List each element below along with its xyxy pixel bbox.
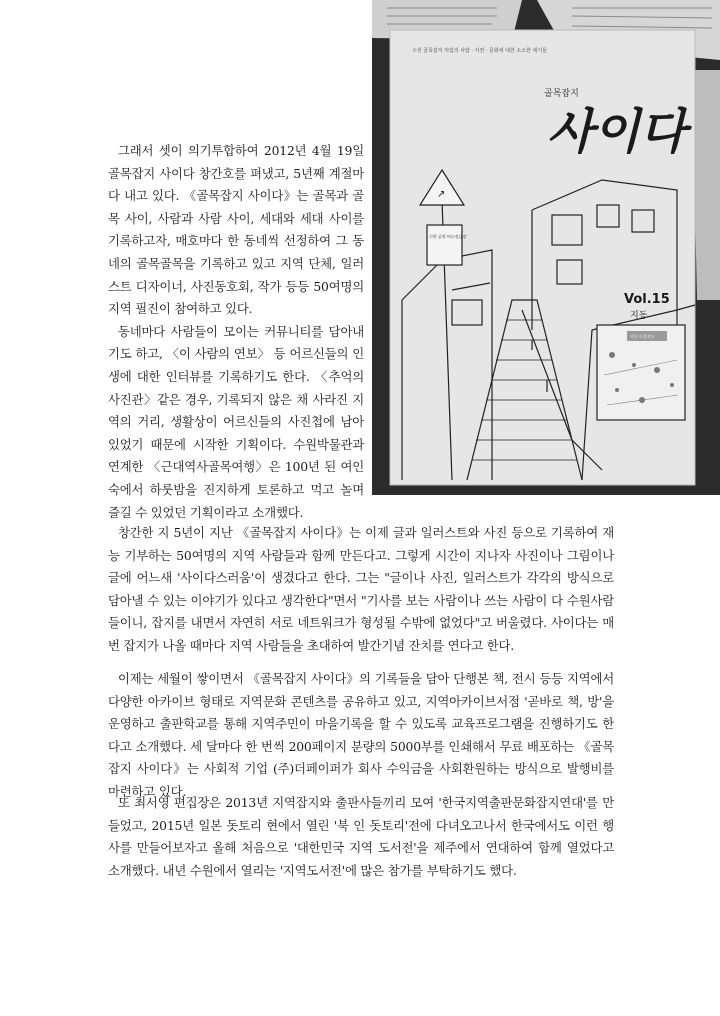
cover-top-line: 수원 골목잡지 처럼의 사람 · 자연 · 문화에 대한 소소한 애기들 bbox=[412, 48, 547, 54]
article-paragraph-1: 그래서 셋이 의기투합하여 2012년 4월 19일 골목잡지 사이다 창간호를 펴냈고, 5년째 계절마다 내고 있다. 《골목잡지 사이다》는 골목과 골목 사이, 사람과 사람 사이, 세대와 세대 사이를 기록하고자, 매호마다 한 동네씩 선정하여 그 동네의 골목골목을 기록하고 있고 지역 단체, 일러스트 디자이너, 사진동호회, 작가 등등 50여명의 지역 필진이 참여하고 있다. bbox=[108, 143, 364, 317]
arrow-sign-icon: ↗ bbox=[437, 189, 446, 200]
cover-title: 사이다 bbox=[547, 104, 687, 160]
magazine-cover-photo bbox=[372, 0, 720, 495]
article-paragraph-4: 이제는 세월이 쌓이면서 《골목잡지 사이다》의 기록들을 담아 단행본 책, 전시 등등 지역에서 다양한 아카이브 형태로 지역문화 콘텐츠를 공유하고 있고, 지역아카이브서점 '곧바로 책, 방'을 운영하고 출판학교를 통해 지역주민이 마을기록을 할 수 있도록 교육프로그램을 진행하기도 한다고 소개했다. 세 달마다 한 번씩 200페이지 분량의 5000부를 인쇄해서 무료 배포하는 《골목잡지 사이다》는 사회적 기업 (주)더페이퍼가 회사 수익금을 사회환원하는 방식으로 발행비를 마련하고 있다. bbox=[108, 671, 614, 799]
article-paragraph-5-block bbox=[108, 792, 614, 882]
article-paragraph-2: 동네마다 사람들이 모이는 커뮤니티를 담아내기도 하고, 〈이 사람의 연보〉 등 어르신들의 인생에 대한 인터뷰를 기록하기도 한다. 〈추억의 사진관〉같은 경우, 기록되지 않은 채 사라진 지역의 거리, 생활상이 어르신들의 사진첩에 남아 있었기 때문에 시작한 기획이다. 수원박물관과 연계한 〈근대역사골목여행〉은 100년 된 여인숙에서 하룻밤을 진지하게 토론하고 먹고 놀며 즐길 수 있었던 기획이라고 소개했다. bbox=[108, 323, 364, 520]
article-paragraph-3-block bbox=[108, 522, 614, 658]
article-paragraph-4-block bbox=[108, 668, 614, 804]
cover-volume: Vol.15 bbox=[624, 292, 670, 307]
cover-subtitle: 골목잡지 bbox=[544, 89, 579, 99]
cover-issue-name: 지동 bbox=[630, 311, 648, 321]
article-left-column bbox=[108, 140, 364, 524]
map-poster-label: 지동 마을지도 bbox=[630, 334, 655, 339]
article-paragraph-3: 창간한 지 5년이 지난 《골목잡지 사이다》는 이제 글과 일러스트와 사진 등으로 기록하여 재능 기부하는 50여명의 지역 사람들과 함께 만든다고. 그렇게 시간이 지나자 사진이나 그림이나 글에 어느새 '사이다스러움'이 생겼다고 한다. 그는 "글이나 사진, 일러스트가 각각의 방식으로 담아낼 수 있는 이야기가 있다고 생각한다"면서 "기사를 보는 사람이나 쓰는 사람이 다 수원사람들이니, 잡지를 내면서 자연히 서로 네트워크가 형성될 수밖에 없었다"고 버울렸다. 사이다는 매번 잡지가 나올 때마다 지역 사람들을 초대하여 발간기념 잔치를 연다고 한다. bbox=[108, 525, 614, 653]
article-paragraph-5: 또 최서영 편집장은 2013년 지역잡지와 출판사들끼리 모여 '한국지역출판문화잡지연대'를 만들었고, 2015년 일본 돗토리 현에서 열린 '북 인 돗토리'전에 다녀오고나서 한국에서도 이런 행사를 만들어보자고 올해 처음으로 '대한민국 지역 도서전'을 제주에서 연대하여 함께 열었다고 소개했다. 내년 수원에서 열리는 '지역도서전'에 많은 참가를 부탁하기도 했다. bbox=[108, 795, 614, 878]
bus-sign-label: 신풍 공원 버스정류장 bbox=[429, 234, 467, 239]
magazine-illustration bbox=[372, 0, 720, 495]
